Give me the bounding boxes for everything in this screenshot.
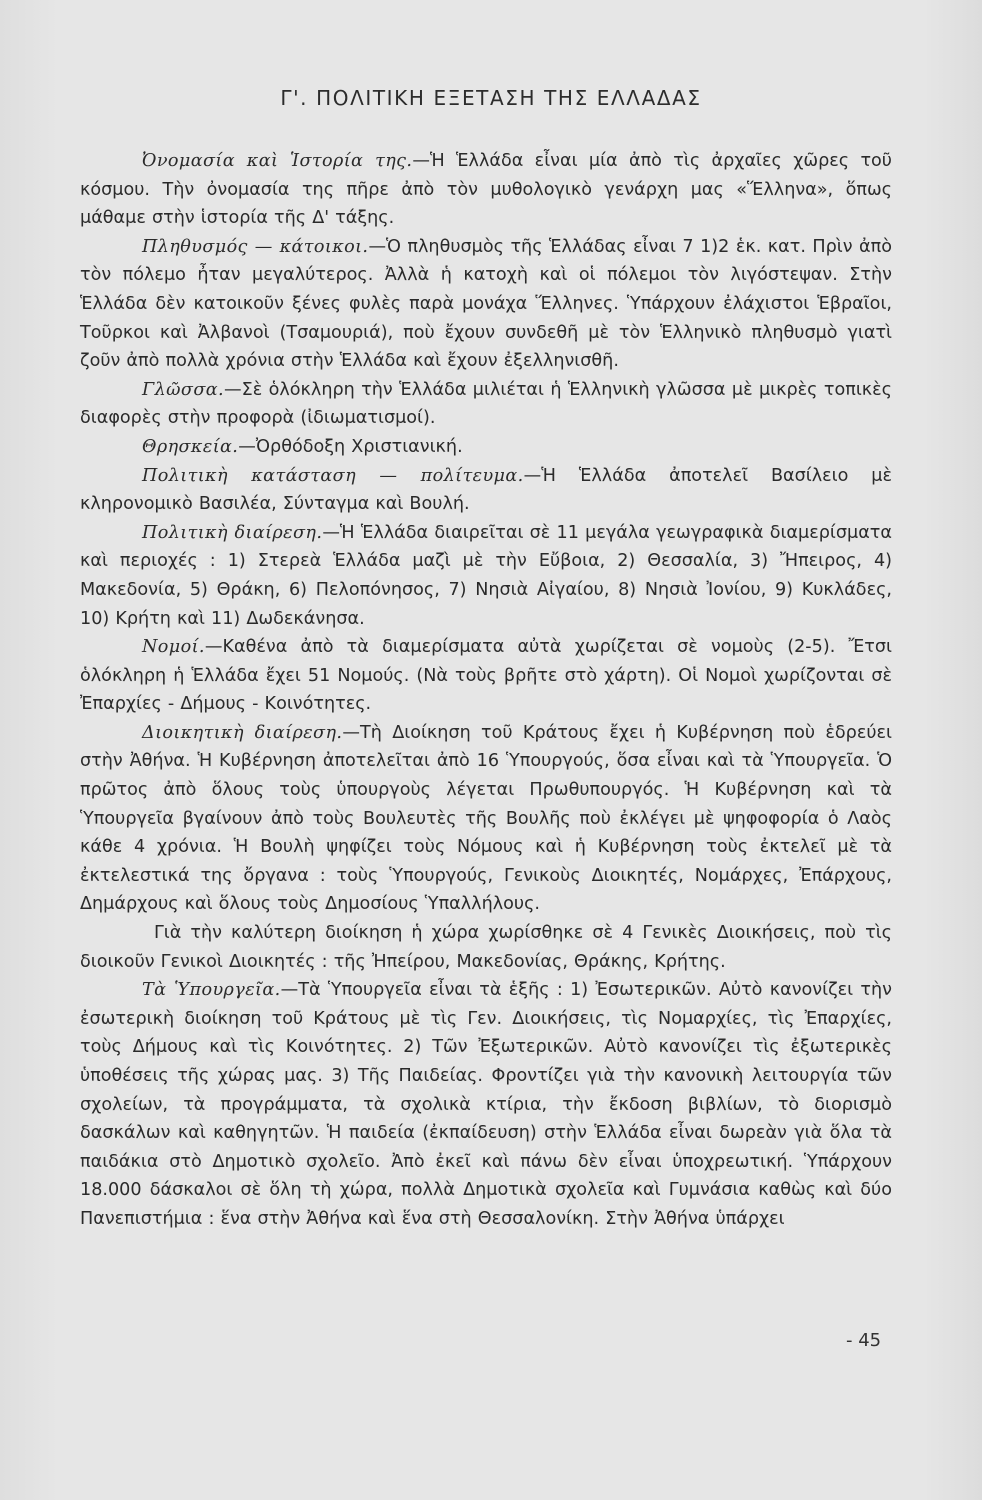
paragraph-text: —Καθένα ἀπὸ τὰ διαμερίσματα αὐτὰ χωρίζεται σὲ νομοὺς (2-5). Ἔτσι ὁλόκληρη ἡ Ἑλλάδα ἔχει 51 Νομούς. (Νὰ τοὺς βρῆτε στὸ χάρτη). Οἱ Νομοὶ χωρίζονται σὲ Ἐπαρχίες - Δήμους - Κοινότητες.	[80, 637, 892, 715]
paragraph-text: —Ἡ Ἑλλάδα εἶναι μία ἀπὸ τὶς ἀρχαῖες χῶρες τοῦ κόσμου. Τὴν ὀνομασία της πῆρε ἀπὸ τὸν μυθολογικὸ γενάρχη μας «Ἕλληνα», ὅπως μάθαμε στὴν ἱστορία τῆς Δ' τάξης.	[80, 151, 892, 229]
paragraph-text: —Ἡ Ἑλλάδα διαιρεῖται σὲ 11 μεγάλα γεωγραφικὰ διαμερίσματα καὶ περιοχές : 1) Στερεὰ Ἑλλάδα μαζὶ μὲ τὴν Εὔβοια, 2) Θεσσαλία, 3) Ἤπειρος, 4) Μακεδονία, 5) Θράκη, 6) Πελοπόνησος, 7) Νησιὰ Αἰγαίου, 8) Νησιὰ Ἰονίου, 9) Κυκλάδες, 10) Κρήτη καὶ 11) Δωδεκάνησα.	[80, 522, 892, 629]
page-number: - 45	[846, 1330, 882, 1351]
paragraph-administrative-division	[80, 719, 892, 919]
paragraph-general-administrations	[80, 919, 892, 976]
paragraph-religion	[80, 433, 892, 462]
paragraph-heading: Πληθυσμός — κάτοικοι.	[142, 236, 369, 257]
paragraph-text: —Σὲ ὁλόκληρη τὴν Ἑλλάδα μιλιέται ἡ Ἑλληνικὴ γλῶσσα μὲ μικρὲς τοπικὲς διαφορὲς στὴν προφορὰ (ἰδιωματισμοί).	[80, 379, 892, 429]
page-number-value: 45	[858, 1330, 882, 1351]
paragraph-heading: Διοικητικὴ διαίρεση.	[142, 722, 343, 743]
paragraph-name-history	[80, 147, 892, 233]
paragraph-heading: Θρησκεία.	[142, 436, 239, 457]
paragraph-political-division	[80, 519, 892, 633]
section-title: Γ'. ΠΟΛΙΤΙΚΗ ΕΞΕΤΑΣΗ ΤΗΣ ΕΛΛΑΔΑΣ	[280, 86, 702, 110]
paragraph-ministries	[80, 976, 892, 1233]
paragraph-heading: Νομοί.	[142, 637, 205, 658]
paragraph-heading: Πολιτικὴ διαίρεση.	[142, 522, 323, 543]
paragraph-text: —Ἡ Ἑλλάδα ἀποτελεῖ Βασίλειο μὲ κληρονομικὸ Βασιλέα, Σύνταγμα καὶ Βουλή.	[80, 465, 893, 515]
paragraph-regime	[80, 462, 892, 519]
paragraph-heading: Πολιτικὴ κατάσταση — πολίτευμα.	[142, 465, 524, 486]
paragraph-heading: Τὰ Ὑπουργεῖα.	[142, 980, 281, 1001]
paragraph-prefectures	[80, 633, 892, 719]
page-body	[80, 147, 892, 1234]
paragraph-language	[80, 376, 892, 433]
paragraph-heading: Γλῶσσα.	[142, 379, 224, 400]
paragraph-text: —Ὀρθόδοξη Χριστιανική.	[238, 436, 463, 457]
paragraph-text: —Ὁ πληθυσμὸς τῆς Ἑλλάδας εἶναι 7 1)2 ἑκ. κατ. Πρὶν ἀπὸ τὸν πόλεμο ἦταν μεγαλύτερος. Ἀλλὰ ἡ κατοχὴ καὶ οἱ πόλεμοι τὸν λιγόστεψαν. Στὴν Ἑλλάδα δὲν κατοικοῦν ξένες φυλὲς παρὰ μονάχα Ἕλληνες. Ὑπάρχουν ἐλάχιστοι Ἑβραῖοι, Τοῦρκοι καὶ Ἀλβανοὶ (Τσαμουριά), ποὺ ἔχουν συνδεθῆ μὲ τὸν Ἑλληνικὸ πληθυσμὸ γιατὶ ζοῦν ἀπὸ πολλὰ χρόνια στὴν Ἑλλάδα καὶ ἔχουν ἐξελληνισθῆ.	[80, 236, 893, 372]
paragraph-text: —Τὴ Διοίκηση τοῦ Κράτους ἔχει ἡ Κυβέρνηση ποὺ ἑδρεύει στὴν Ἀθήνα. Ἡ Κυβέρνηση ἀποτελεῖται ἀπὸ 16 Ὑπουργούς, ὅσα εἶναι καὶ τὰ Ὑπουργεῖα. Ὁ πρῶτος ἀπὸ ὅλους τοὺς ὑπουργοὺς λέγεται Πρωθυπουργός. Ἡ Κυβέρνηση καὶ τὰ Ὑπουργεῖα βγαίνουν ἀπὸ τοὺς Βουλευτὲς τῆς Βουλῆς ποὺ ἐκλέγει μὲ ψηφοφορία ὁ Λαὸς κάθε 4 χρόνια. Ἡ Βουλὴ ψηφίζει τοὺς Νόμους καὶ ἡ Κυβέρνηση τοὺς ἐκτελεῖ μὲ τὰ ἐκτελεστικά της ὄργανα : τοὺς Ὑπουργούς, Γενικοὺς Διοικητές, Νομάρχες, Ἐπάρχους, Δημάρχους καὶ ὅλους τοὺς Δημοσίους Ὑπαλλήλους.	[80, 722, 892, 915]
paragraph-text: Γιὰ τὴν καλύτερη διοίκηση ἡ χώρα χωρίσθηκε σὲ 4 Γενικὲς Διοικήσεις, ποὺ τὶς διοικοῦν Γενικοὶ Διοικητές : τῆς Ἠπείρου, Μακεδονίας, Θράκης, Κρήτης.	[80, 923, 892, 972]
paragraph-heading: Ὀνομασία καὶ Ἱστορία της.	[142, 151, 413, 171]
paragraph-text: —Τὰ Ὑπουργεῖα εἶναι τὰ ἑξῆς : 1) Ἐσωτερικῶν. Αὐτὸ κανονίζει τὴν ἐσωτερικὴ διοίκηση τοῦ Κράτους μὲ τὶς Γεν. Διοικήσεις, τὶς Νομαρχίες, τὶς Ἐπαρχίες, τοὺς Δήμους καὶ τὶς Κοινότητες. 2) Τῶν Ἐξωτερικῶν. Αὐτὸ κανονίζει τὶς ἐξωτερικὲς ὑποθέσεις τῆς χώρας μας. 3) Τῆς Παιδείας. Φροντίζει γιὰ τὴν κανονικὴ λειτουργία τῶν σχολείων, τὰ προγράμματα, τὰ σχολικὰ κτίρια, τὴν ἔκδοση βιβλίων, τὸ διορισμὸ δασκάλων καὶ καθηγητῶν. Ἡ παιδεία (ἐκπαίδευση) στὴν Ἑλλάδα εἶναι δωρεὰν γιὰ ὅλα τὰ παιδάκια στὸ Δημοτικὸ σχολεῖο. Ἀπὸ ἐκεῖ καὶ πάνω δὲν εἶναι ὑποχρεωτική. Ὑπάρχουν 18.000 δάσκαλοι σὲ ὅλη τὴ χώρα, πολλὰ Δημοτικὰ σχολεῖα καὶ Γυμνάσια καθὼς καὶ δύο Πανεπιστήμια : ἕνα στὴν Ἀθήνα καὶ ἕνα στὴ Θεσσαλονίκη. Στὴν Ἀθήνα ὑπάρχει	[80, 980, 892, 1229]
paragraph-population	[80, 233, 892, 376]
